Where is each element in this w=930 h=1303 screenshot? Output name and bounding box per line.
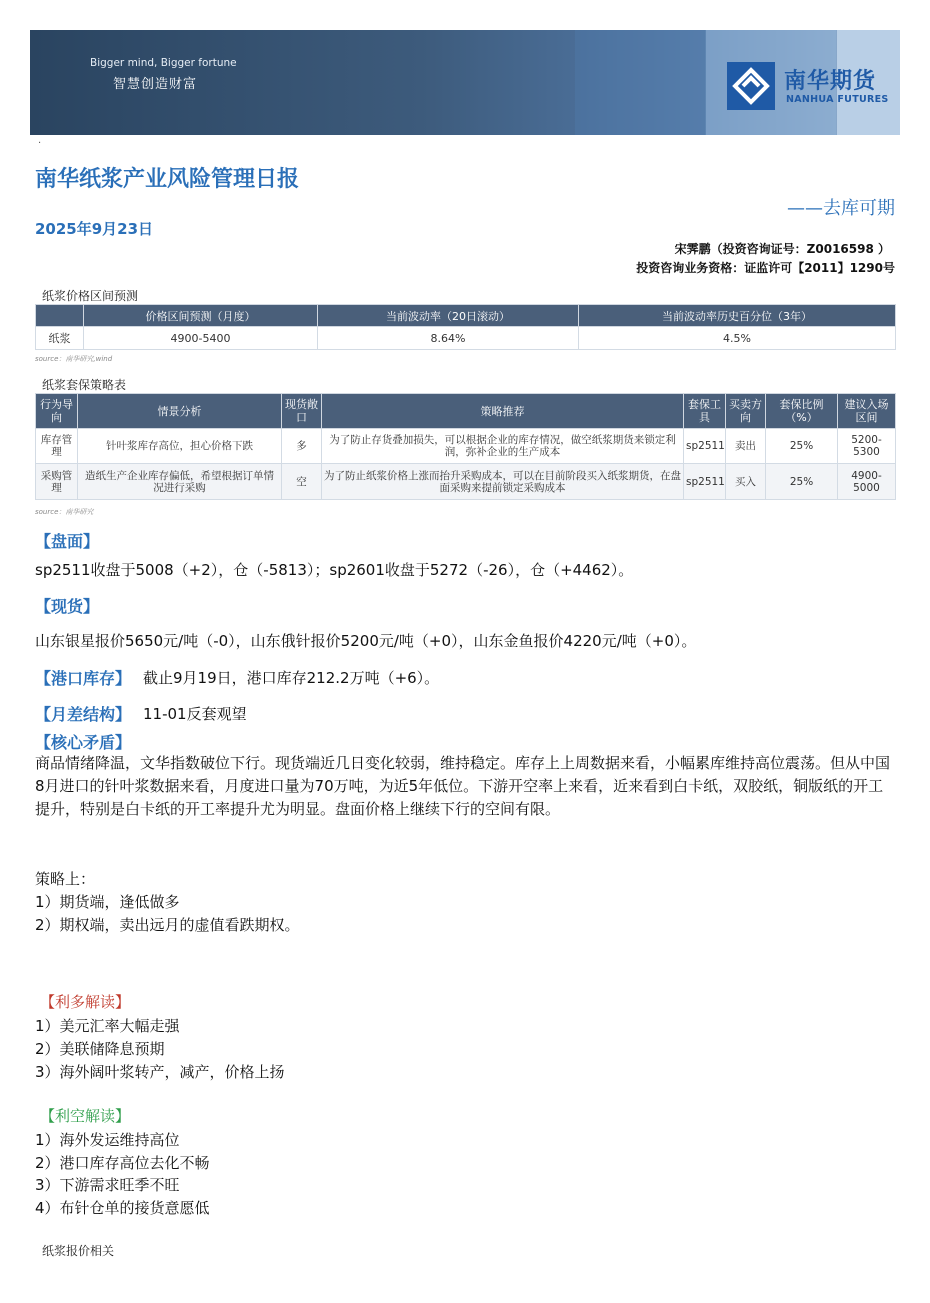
table-cell: sp2511 — [684, 429, 726, 464]
logo-text-english: NANHUA FUTURES — [786, 94, 889, 105]
table-cell: 为了防止存货叠加损失，可以根据企业的库存情况，做空纸浆期货来锁定利润，弥补企业的生产成本 — [322, 429, 684, 464]
author-line: 宋霁鹏（投资咨询证号：Z0016598 ） — [674, 242, 890, 256]
qualification-line: 投资咨询业务资格：证监许可【2011】1290号 — [636, 261, 895, 275]
table-cell: 空 — [282, 464, 322, 500]
table-cell: 多 — [282, 429, 322, 464]
table-cell: 买入 — [726, 464, 766, 500]
section-gangkou-text: 截止9月19日，港口库存212.2万吨（+6）。 — [143, 669, 440, 687]
table-cell: 25% — [766, 429, 838, 464]
price-table-caption: 纸浆价格区间预测 — [42, 289, 139, 303]
table-header-cell: 行为导向 — [36, 394, 78, 429]
table-header-cell: 买卖方向 — [726, 394, 766, 429]
section-panmian-title: 【盘面】 — [35, 532, 100, 551]
table-cell: 4900-5000 — [838, 464, 896, 500]
table-cell: 库存管理 — [36, 429, 78, 464]
section-hexin-title: 【核心矛盾】 — [35, 733, 132, 752]
table-row — [36, 327, 896, 350]
bullish-item: 1）美元汇率大幅走强 — [35, 1017, 180, 1035]
table-cell: 采购管理 — [36, 464, 78, 500]
separator-dot: · — [38, 138, 42, 149]
table-row — [36, 429, 896, 464]
table-header-cell: 价格区间预测（月度） — [84, 305, 318, 327]
strategy-table-source: source：南华研究 — [35, 508, 94, 516]
table-cell: 造纸生产企业库存偏低，希望根据订单情况进行采购 — [78, 464, 282, 500]
section-yuecha-text: 11-01反套观望 — [143, 705, 247, 723]
section-xianhuo-text: 山东银星报价5650元/吨（-0），山东俄针报价5200元/吨（+0），山东金鱼报价4220元/吨（+0）。 — [35, 632, 697, 650]
price-range-table — [35, 304, 896, 350]
table-cell: 卖出 — [726, 429, 766, 464]
table-cell: 为了防止纸浆价格上涨而抬升采购成本，可以在目前阶段买入纸浆期货，在盘面采购来提前锁定采购成本 — [322, 464, 684, 500]
section-gangkou-title: 【港口库存】 — [35, 669, 132, 688]
bearish-item: 3）下游需求旺季不旺 — [35, 1176, 180, 1194]
table-row — [36, 464, 896, 500]
bullish-title: 【利多解读】 — [40, 993, 131, 1011]
table-header-cell: 当前波动率（20日滚动） — [318, 305, 579, 327]
table-cell: 8.64% — [318, 327, 579, 350]
bearish-title: 【利空解读】 — [40, 1107, 131, 1125]
bearish-item: 4）布针仓单的接货意愿低 — [35, 1199, 210, 1217]
table-header-cell: 策略推荐 — [322, 394, 684, 429]
section-xianhuo-title: 【现货】 — [35, 597, 100, 616]
section-yuecha-title: 【月差结构】 — [35, 705, 132, 724]
table-cell: 4900-5400 — [84, 327, 318, 350]
table-header-cell — [36, 305, 84, 327]
table-header-cell: 当前波动率历史百分位（3年） — [579, 305, 896, 327]
table-cell: sp2511 — [684, 464, 726, 500]
logo-text-chinese: 南华期货 — [784, 69, 877, 94]
table-cell: 4.5% — [579, 327, 896, 350]
nanhua-logo-icon — [727, 62, 775, 110]
table-cell: 25% — [766, 464, 838, 500]
table-cell: 5200-5300 — [838, 429, 896, 464]
slogan-chinese: 智慧创造财富 — [113, 77, 198, 92]
slogan-english: Bigger mind, Bigger fortune — [90, 57, 237, 69]
strategy-table-caption: 纸浆套保策略表 — [42, 378, 127, 392]
footer-caption: 纸浆报价相关 — [42, 1244, 115, 1258]
table-header-cell: 建议入场区间 — [838, 394, 896, 429]
table-cell: 纸浆 — [36, 327, 84, 350]
table-header-row — [36, 305, 896, 327]
strategy-item: 2）期权端，卖出远月的虚值看跌期权。 — [35, 916, 300, 934]
price-table-source: source：南华研究,wind — [35, 355, 113, 363]
table-header-cell: 套保工具 — [684, 394, 726, 429]
report-title: 南华纸浆产业风险管理日报 — [35, 167, 300, 192]
report-date: 2025年9月23日 — [35, 220, 154, 238]
table-header-cell: 现货敞口 — [282, 394, 322, 429]
bullish-item: 2）美联储降息预期 — [35, 1040, 165, 1058]
strategy-intro: 策略上： — [35, 870, 96, 888]
table-cell: 针叶浆库存高位，担心价格下跌 — [78, 429, 282, 464]
hedging-strategy-table — [35, 393, 896, 500]
section-panmian-text: sp2511收盘于5008（+2），仓（-5813）；sp2601收盘于5272（-26），仓（+4462）。 — [35, 561, 634, 579]
bearish-item: 2）港口库存高位去化不畅 — [35, 1154, 210, 1172]
table-header-cell: 情景分析 — [78, 394, 282, 429]
table-header-row — [36, 394, 896, 429]
table-header-cell: 套保比例（%） — [766, 394, 838, 429]
bullish-item: 3）海外阔叶浆转产，减产，价格上扬 — [35, 1063, 285, 1081]
bearish-item: 1）海外发运维持高位 — [35, 1131, 180, 1149]
report-subtitle: ——去库可期 — [787, 198, 895, 219]
strategy-item: 1）期货端，逢低做多 — [35, 893, 180, 911]
section-hexin-text: 商品情绪降温，文华指数破位下行。现货端近几日变化较弱，维持稳定。库存上上周数据来看，小幅累库维持高位震荡。但从中国8月进口的针叶浆数据来看，月度进口量为70万吨，为近5年低位。下游开空率上来看，近来看到白卡纸，双胶纸，铜版纸的开工提升，特别是白卡纸的开工率提升尤为明显。盘面价格上继续下行的空间有限。 — [35, 754, 891, 818]
